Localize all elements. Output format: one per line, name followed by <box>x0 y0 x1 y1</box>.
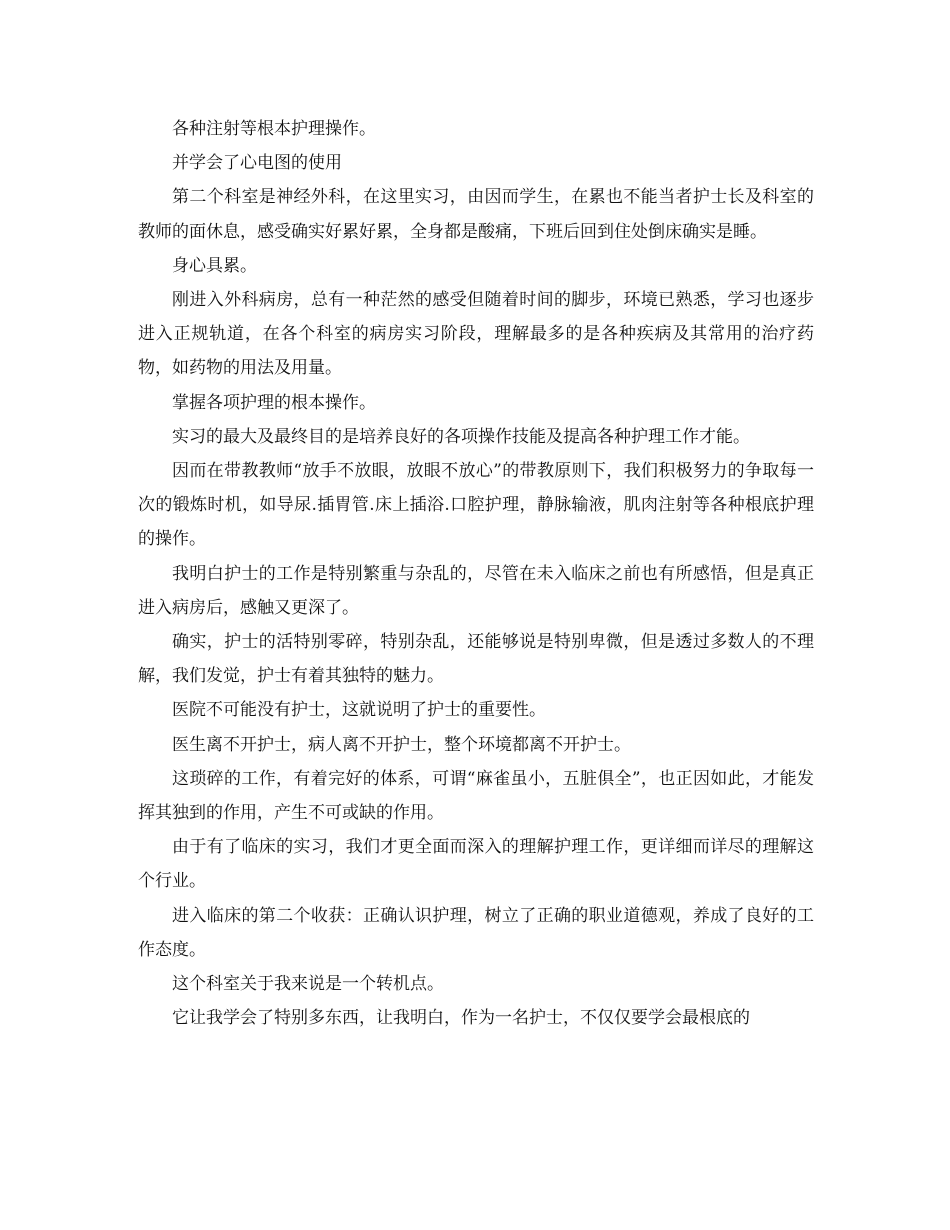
paragraph: 身心具累。 <box>172 255 257 276</box>
paragraph: 医生离不开护士，病人离不开护士，整个环境都离不开护士。 <box>172 734 631 755</box>
paragraph: 各种注射等根本护理操作。 <box>172 119 376 139</box>
paragraph: 刚进入外科病房，总有一种茫然的感受但随着时间的脚步，环境已熟悉，学习也逐步进入正规轨道，在各个科室的病房实习阶段，理解最多的是各种疾病及其常用的治疗药物，如药物的用法及用量。 <box>138 290 814 379</box>
paragraph: 第二个科室是神经外科，在这里实习，由因而学生，在累也不能当者护士长及科室的教师的面休息，感受确实好累好累，全身都是酸痛，下班后回到住处倒床确实是睡。 <box>138 187 814 242</box>
paragraph: 确实，护士的活特别零碎，特别杂乱，还能够说是特别卑微，但是透过多数人的不理解，我们发觉，护士有着其独特的魅力。 <box>138 632 814 687</box>
paragraph: 这琐碎的工作，有着完好的体系，可谓“麻雀虽小，五脏俱全”，也正因如此，才能发挥其独到的作用，产生不可或缺的作用。 <box>138 768 814 824</box>
paragraph: 并学会了心电图的使用 <box>172 153 342 174</box>
document-body <box>138 112 814 1035</box>
paragraph: 医院不可能没有护士，这就说明了护士的重要性。 <box>172 700 546 721</box>
paragraph: 由于有了临床的实习，我们才更全面而深入的理解护理工作，更详细而详尽的理解这个行业。 <box>138 837 814 892</box>
paragraph: 我明白护士的工作是特别繁重与杂乱的，尽管在未入临床之前也有所感悟，但是真正进入病房后，感触又更深了。 <box>138 563 814 618</box>
paragraph: 这个科室关于我来说是一个转机点。 <box>172 974 444 995</box>
paragraph: 因而在带教教师“放手不放眼，放眼不放心”的带教原则下，我们积极努力的争取每一次的锻炼时机，如导尿.插胃管.床上插浴.口腔护理，静脉输液，肌肉注射等各种根底护理的操作。 <box>138 461 814 550</box>
paragraph: 它让我学会了特别多东西，让我明白，作为一名护士，不仅仅要学会最根底的 <box>172 1008 750 1029</box>
paragraph: 进入临床的第二个收获：正确认识护理，树立了正确的职业道德观，养成了良好的工作态度。 <box>138 905 814 960</box>
paragraph: 掌握各项护理的根本操作。 <box>172 392 376 413</box>
paragraph: 实习的最大及最终目的是培养良好的各项操作技能及提高各种护理工作才能。 <box>172 426 750 447</box>
